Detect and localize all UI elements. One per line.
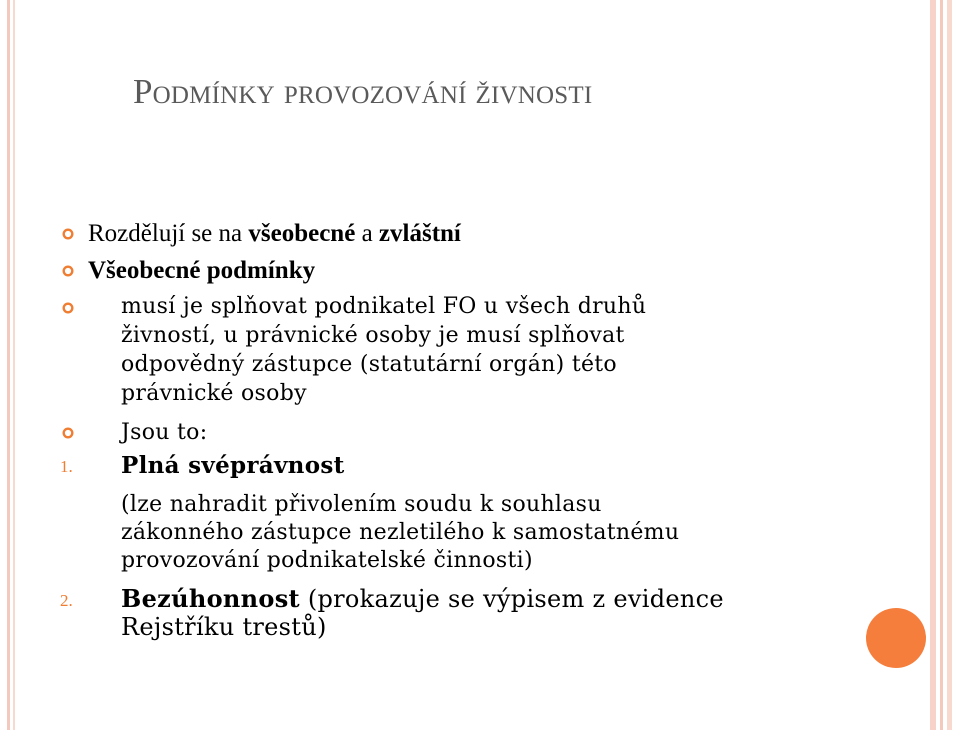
bullet-icon — [62, 427, 74, 439]
bullet-heading: Všeobecné podmínky — [88, 257, 316, 284]
bullet-icon — [62, 228, 74, 240]
decorative-stripe — [7, 0, 10, 730]
numbered-line: (lze nahradit přivolením soudu k souhlasu — [121, 492, 602, 517]
bullet-icon — [62, 302, 74, 314]
bullet-line: odpovědný zástupce (statutární orgán) této — [121, 352, 617, 377]
numbered-line: Rejstříku trestů) — [121, 613, 327, 641]
bullet-line: právnické osoby — [121, 381, 307, 406]
decorative-stripe — [947, 0, 952, 730]
bullet-text-part: a — [355, 220, 379, 247]
bullet-text-bold: všeobecné — [248, 220, 356, 247]
bullet-line: musí je splňovat podnikatel FO u všech druhů — [121, 294, 647, 319]
numbered-text: (prokazuje se výpisem z evidence — [299, 585, 724, 613]
slide-title: Podmínky provozování živnosti — [133, 72, 593, 111]
bullet-text-bold: zvláštní — [378, 220, 461, 247]
bullet-line: živností, u právnické osoby je musí splňovat — [121, 323, 625, 348]
bullet-text — [88, 219, 461, 249]
decorative-stripe — [930, 0, 936, 730]
bullet-text-part: Rozdělují se na — [88, 220, 249, 247]
decorative-circle — [866, 608, 926, 668]
list-number: 2. — [60, 591, 73, 610]
decorative-stripe — [13, 0, 15, 730]
numbered-line: provozování podnikatelské činnosti) — [121, 548, 533, 573]
numbered-line: zákonného zástupce nezletilého k samostatnému — [121, 520, 680, 545]
numbered-heading: Plná svéprávnost — [121, 452, 345, 479]
list-number: 1. — [60, 457, 73, 476]
bullet-line: Jsou to: — [121, 420, 208, 445]
numbered-line — [121, 584, 724, 614]
numbered-heading: Bezúhonnost — [121, 584, 300, 613]
decorative-stripe — [940, 0, 943, 730]
bullet-icon — [62, 265, 74, 277]
